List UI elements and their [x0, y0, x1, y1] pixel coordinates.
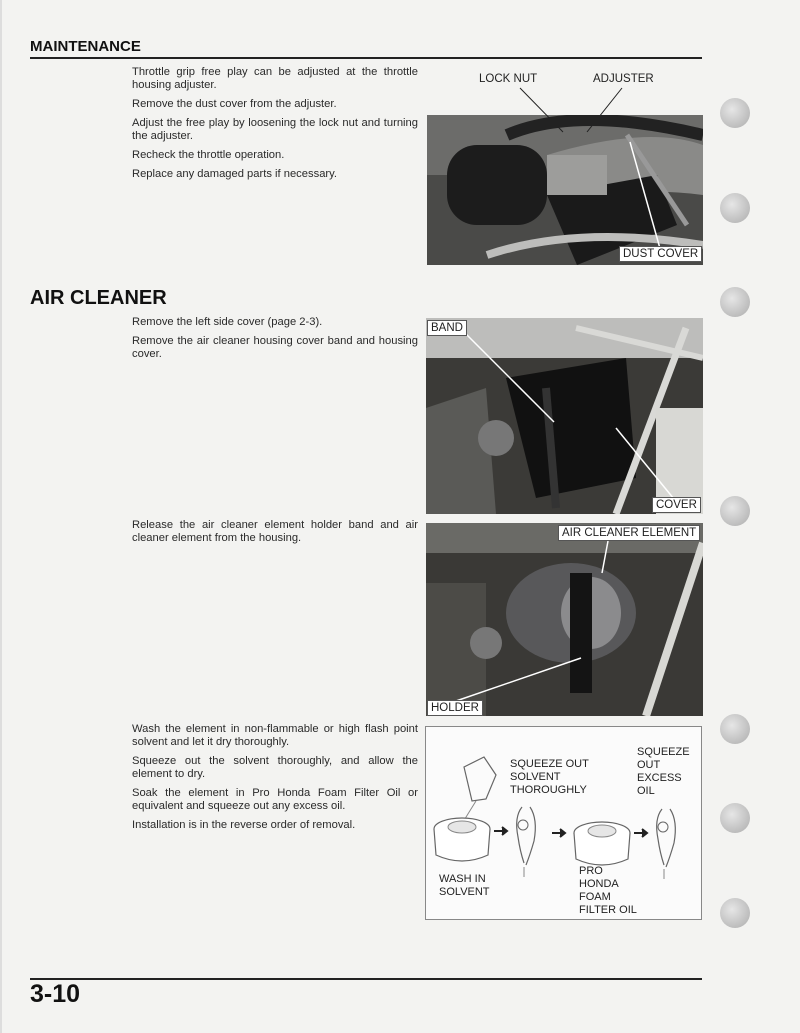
- paragraph: Squeeze out the solvent thoroughly, and allow the element to dry.: [132, 755, 418, 780]
- paragraph: Soak the element in Pro Honda Foam Filter Oil or equivalent and squeeze out any excess oil.: [132, 787, 418, 812]
- air-cleaner-step1: [132, 316, 418, 367]
- binder-hole: [720, 714, 750, 744]
- throttle-instructions: [132, 66, 418, 187]
- lock-nut-callout: LOCK NUT: [479, 73, 538, 85]
- paragraph: Remove the left side cover (page 2-3).: [132, 316, 323, 328]
- section-label: MAINTENANCE: [30, 38, 141, 55]
- holder-label: HOLDER: [427, 700, 483, 716]
- squeeze-solvent-label: SQUEEZE OUT SOLVENT THOROUGHLY: [510, 758, 589, 796]
- top-rule: [30, 57, 702, 59]
- figure2-leader-lines: [426, 523, 703, 716]
- binder-hole: [720, 496, 750, 526]
- figure1-leader-lines: [426, 318, 703, 514]
- paragraph: Throttle grip free play can be adjusted at the throttle housing adjuster.: [132, 66, 418, 91]
- paragraph: Remove the air cleaner housing cover band and housing cover.: [132, 335, 418, 360]
- cleaning-diagram: [425, 726, 702, 920]
- band-label: BAND: [427, 320, 467, 336]
- throttle-leader-lines: [425, 60, 703, 265]
- paragraph: Release the air cleaner element holder band and air cleaner element from the housing.: [132, 519, 418, 544]
- air-cleaner-step3: [132, 723, 418, 838]
- foam-filter-oil-label: PRO HONDA FOAM FILTER OIL: [579, 865, 637, 916]
- paragraph: Adjust the free play by loosening the lock nut and turning the adjuster.: [132, 117, 418, 142]
- wash-in-solvent-label: WASH IN SOLVENT: [439, 873, 490, 898]
- section-heading: AIR CLEANER: [30, 287, 167, 309]
- element-photo: [426, 523, 703, 716]
- paragraph: Wash the element in non-flammable or high flash point solvent and let it dry thoroughly.: [132, 723, 418, 748]
- throttle-figure: [425, 60, 703, 265]
- binder-hole: [720, 898, 750, 928]
- paragraph: Recheck the throttle operation.: [132, 149, 285, 161]
- housing-cover-photo: [426, 318, 703, 514]
- dust-cover-label: DUST COVER: [619, 246, 702, 262]
- squeeze-excess-oil-label: SQUEEZE OUT EXCESS OIL: [637, 746, 690, 797]
- binder-hole: [720, 98, 750, 128]
- binder-hole: [720, 287, 750, 317]
- bottom-rule: [30, 978, 702, 980]
- binder-hole: [720, 803, 750, 833]
- binder-hole: [720, 193, 750, 223]
- page-number: 3-10: [30, 980, 81, 1008]
- paragraph: Remove the dust cover from the adjuster.: [132, 98, 337, 110]
- air-cleaner-step2: [132, 519, 418, 551]
- paragraph: Replace any damaged parts if necessary.: [132, 168, 338, 180]
- cover-label: COVER: [652, 497, 701, 513]
- air-cleaner-element-label: AIR CLEANER ELEMENT: [558, 525, 700, 541]
- paragraph: Installation is in the reverse order of removal.: [132, 819, 356, 831]
- adjuster-callout: ADJUSTER: [593, 73, 654, 85]
